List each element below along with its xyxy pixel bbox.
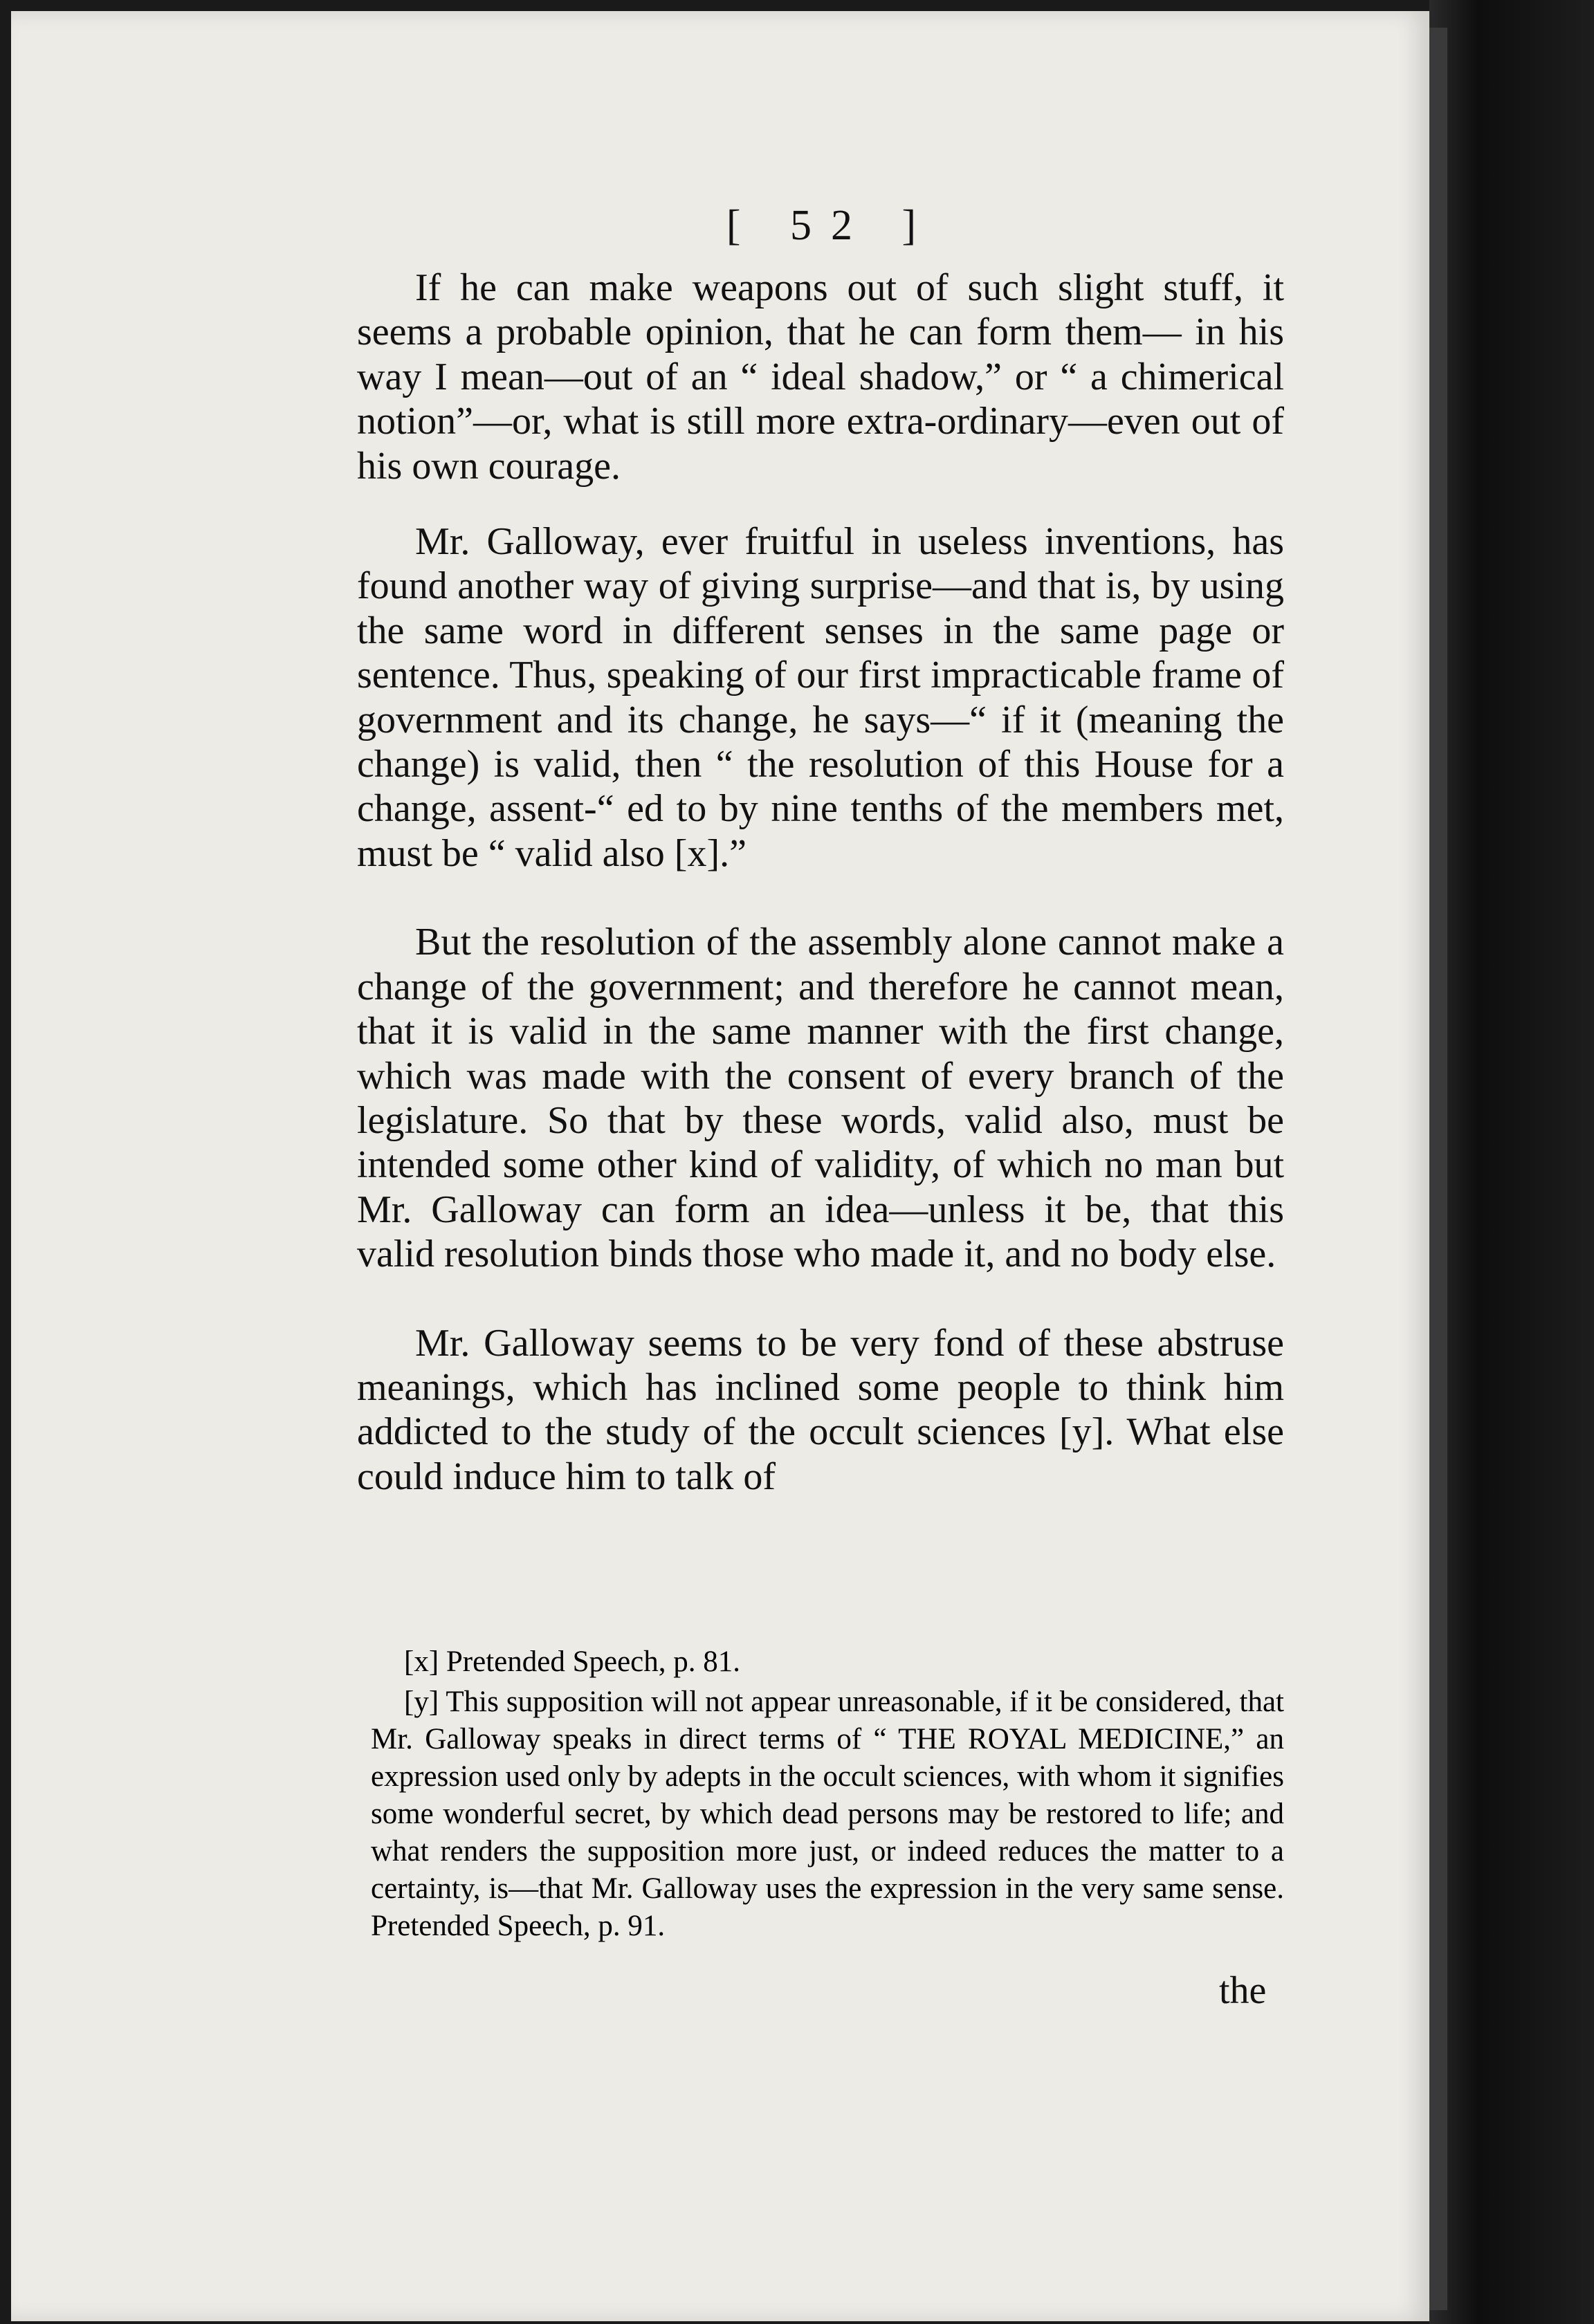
paragraph-4: Mr. Galloway seems to be very fond of these abstruse meanings, which has inclined some people to think him addicted to the study of the occult sciences [y]. What else could induce him to talk of bbox=[357, 1321, 1284, 1498]
paragraph-1: If he can make weapons out of such slight stuff, it seems a probable opinion, that he can form them— in his way I mean—out of an “ ideal shadow,” or “ a chimerical notion”—or, what is still more extra-ordinary—even out of his own courage. bbox=[357, 266, 1284, 488]
page-edge bbox=[1429, 28, 1447, 2310]
footnote-y: [y] This supposition will not appear unreasonable, if it be considered, that Mr. Galloway speaks in direct terms of “ THE ROYAL MEDICINE,” an expression used only by adepts in the occult sciences, with whom it signifies some wonderful secret, by which dead persons may be restored to life; and what renders the supposition more just, or indeed reduces the matter to a certainty, is—that Mr. Galloway uses the expression in the very same sense. Pretended Speech, p. 91. bbox=[371, 1686, 1284, 1942]
paragraph-2: Mr. Galloway, ever fruitful in useless inventions, has found another way of giving surprise—and that is, by using the same word in different senses in the same page or sentence. Thus, speaking of our first impracticable frame of government and its change, he says—“ if it (meaning the change) is valid, then “ the resolution of this House for a change, assent-“ ed to by nine tenths of the members met, must be “ valid also [x].” bbox=[357, 520, 1284, 875]
catchword: the bbox=[1219, 1969, 1267, 2012]
paragraph-3: But the resolution of the assembly alone cannot make a change of the government; and therefore he cannot mean, that it is valid in the same manner with the first change, which was made with the consent of every branch of the legislature. So that by these words, valid also, must be intended some other kind of validity, of which no man but Mr. Galloway can form an idea—unless it be, that this valid resolution binds those who made it, and no body else. bbox=[357, 921, 1284, 1276]
footnotes bbox=[371, 1643, 1284, 1945]
book-page bbox=[11, 11, 1429, 2321]
page-number: [ 52 ] bbox=[726, 202, 936, 249]
book-spine-shadow bbox=[1429, 0, 1594, 2324]
footnote-x: [x] Pretended Speech, p. 81. bbox=[404, 1645, 740, 1678]
body-text bbox=[357, 198, 1284, 1499]
